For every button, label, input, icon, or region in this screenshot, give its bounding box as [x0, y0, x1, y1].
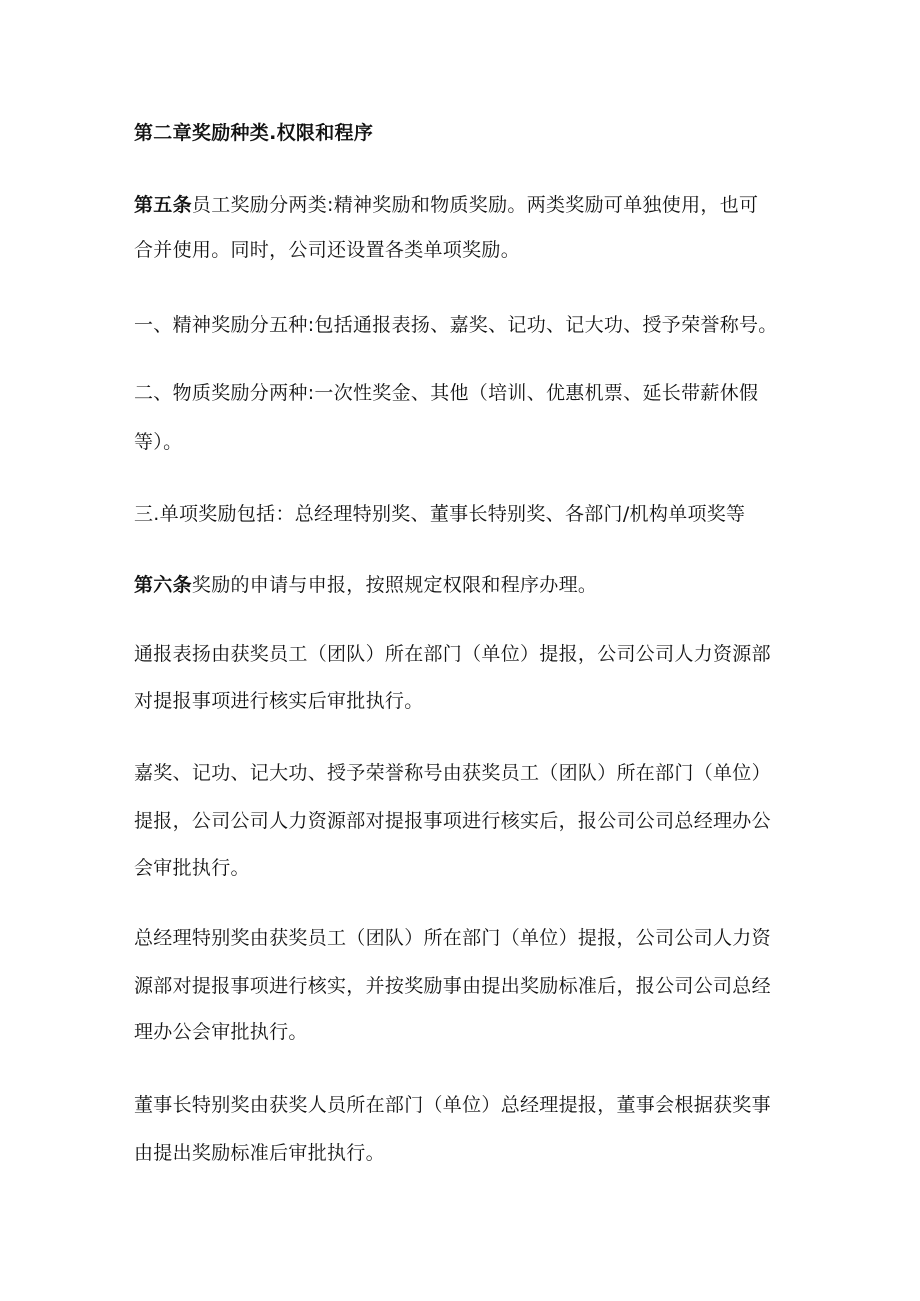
paragraph-gm-award-line-1: 总经理特别奖由获奖员工（团队）所在部门（单位）提报，公司公司人力资 — [134, 927, 771, 949]
list-item-material-rewards-line-1: 二、物质奖励分两种:一次性奖金、其他（培训、优惠机票、延长带薪休假 — [134, 382, 759, 404]
article-5-text: 员工奖励分两类:精神奖励和物质奖励。两类奖励可单独使用，也可 — [191, 194, 759, 216]
paragraph-gm-award-line-3: 理办公会审批执行。 — [134, 1021, 308, 1043]
article-6-line — [134, 573, 814, 597]
chapter-title: 第二章奖励种类.权限和程序 — [134, 122, 374, 144]
paragraph-chairman-award-line-2: 由提出奖励标准后审批执行。 — [134, 1142, 385, 1164]
paragraph-honors-line-2: 提报，公司公司人力资源部对提报事项进行核实后，报公司公司总经理办公 — [134, 810, 771, 832]
article-6-text: 奖励的申请与申报，按照规定权限和程序办理。 — [191, 574, 598, 596]
article-5-line-2: 合并使用。同时，公司还设置各类单项奖励。 — [134, 239, 521, 261]
paragraph-commendation-line-2: 对提报事项进行核实后审批执行。 — [134, 690, 424, 712]
paragraph-gm-award-line-2: 源部对提报事项进行核实，并按奖励事由提出奖励标准后，报公司公司总经 — [134, 975, 771, 997]
article-6-label: 第六条 — [134, 574, 192, 596]
list-item-spiritual-rewards: 一、精神奖励分五种:包括通报表扬、嘉奖、记功、记大功、授予荣誉称号。 — [134, 314, 778, 336]
list-item-special-awards: 三.单项奖励包括：总经理特别奖、董事长特别奖、各部门/机构单项奖等 — [134, 503, 746, 525]
paragraph-honors-line-1: 嘉奖、记功、记大功、授予荣誉称号由获奖员工（团队）所在部门（单位） — [134, 762, 771, 784]
article-5-line-1 — [134, 193, 814, 217]
paragraph-commendation-line-1: 通报表扬由获奖员工（团队）所在部门（单位）提报，公司公司人力资源部 — [134, 643, 771, 665]
paragraph-chairman-award-line-1: 董事长特别奖由获奖人员所在部门（单位）总经理提报，董事会根据获奖事 — [134, 1094, 771, 1116]
article-5-label: 第五条 — [134, 194, 192, 216]
paragraph-honors-line-3: 会审批执行。 — [134, 857, 250, 879]
list-item-material-rewards-line-2: 等）。 — [134, 431, 183, 453]
